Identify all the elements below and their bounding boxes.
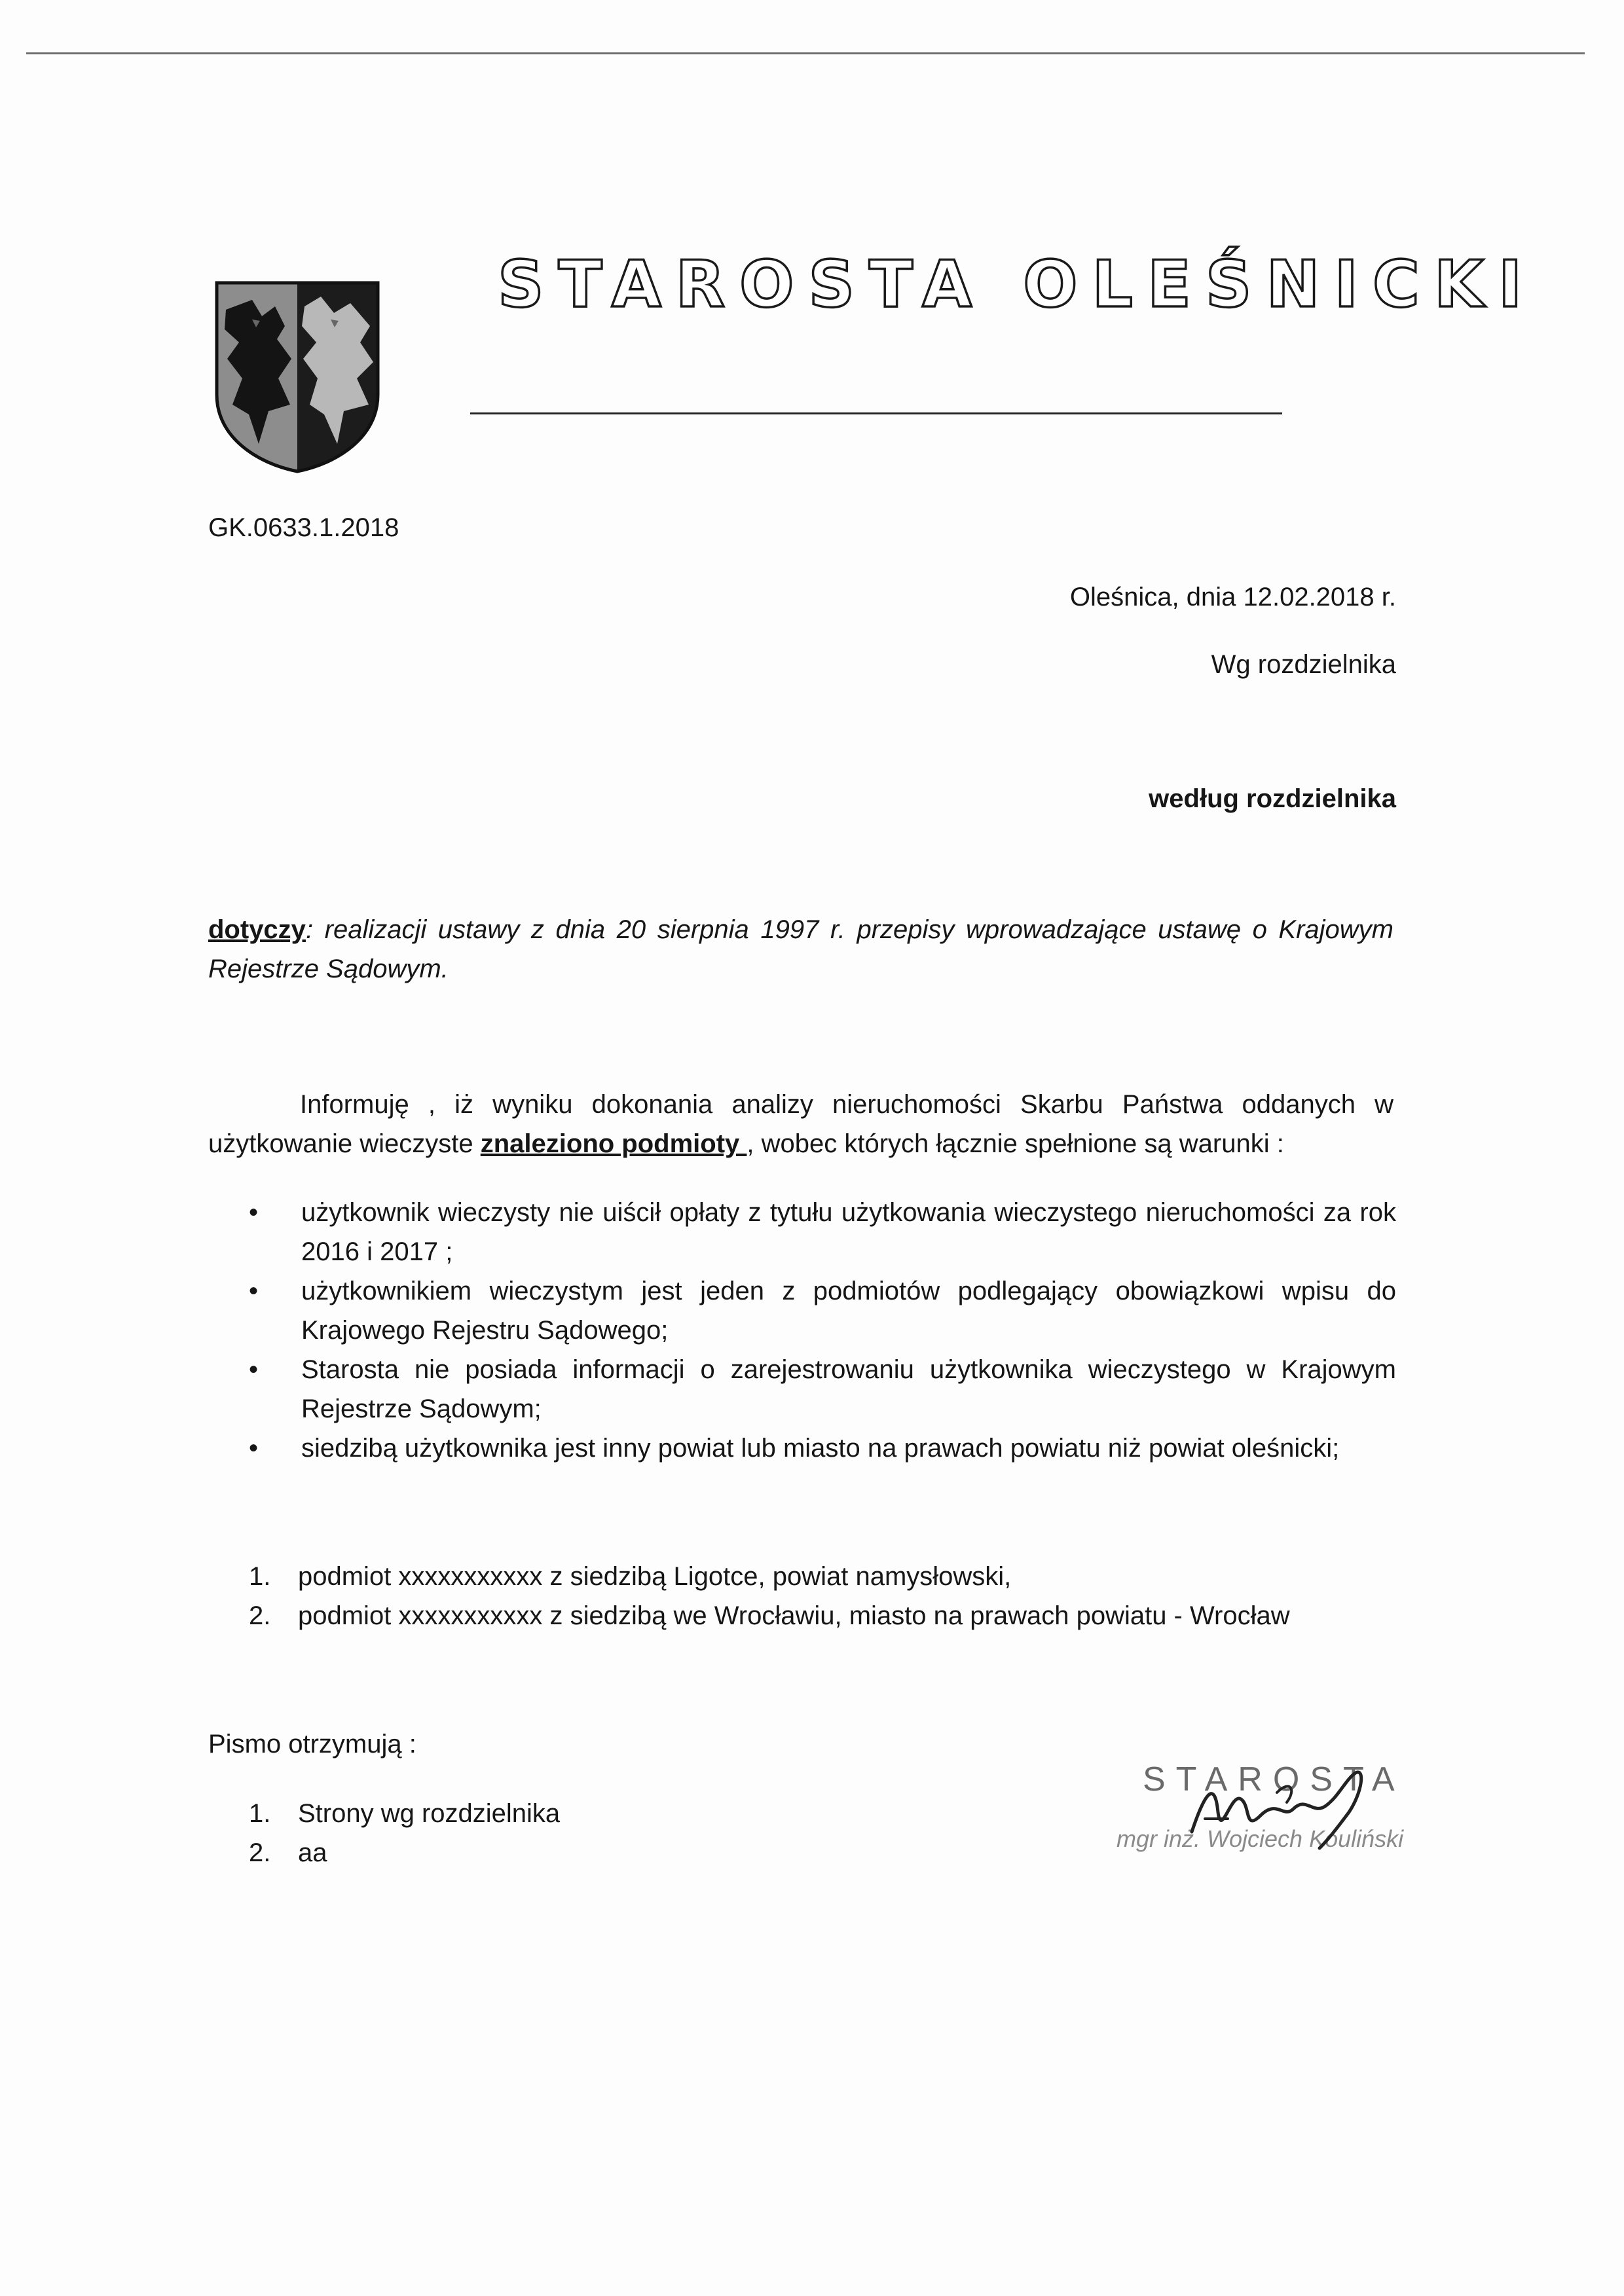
reference-number: GK.0633.1.2018 — [208, 513, 399, 542]
distribution-line: Wg rozdzielnika — [1211, 650, 1396, 679]
body-highlight: znaleziono podmioty — [480, 1129, 747, 1158]
conditions-list — [249, 1193, 1396, 1468]
entities-list — [249, 1557, 1396, 1635]
body-paragraph — [208, 1085, 1393, 1163]
list-item: • użytkownikiem wieczystym jest jeden z podmiotów podlegający obowiązkowi wpisu do Krajowego Rejestru Sądowego; — [249, 1271, 1396, 1350]
stamp-title: STAROSTA — [1143, 1760, 1405, 1798]
header-rule — [470, 412, 1282, 414]
list-item: • Starosta nie posiada informacji o zarejestrowaniu użytkownika wieczystego w Krajowym Rejestrze Sądowym; — [249, 1350, 1396, 1429]
bullet-icon: • — [249, 1277, 259, 1305]
bullet-icon: • — [249, 1434, 259, 1463]
recipient-line: według rozdzielnika — [1149, 784, 1396, 813]
bullet-icon: • — [249, 1198, 259, 1227]
date-line: Oleśnica, dnia 12.02.2018 r. — [1069, 583, 1396, 611]
list-item: • użytkownik wieczysty nie uiścił opłaty z tytułu użytkowania wieczystego nieruchomości za rok 2016 i 2017 ; — [249, 1193, 1396, 1271]
list-item: 1. podmiot xxxxxxxxxxx z siedzibą Ligotce, powiat namysłowski, — [249, 1562, 1012, 1591]
subject-text: : realizacji ustawy z dnia 20 sierpnia 1997 r. przepisy wprowadzające ustawę o Krajowym Rejestrze Sądowym. — [208, 915, 1393, 983]
subject-label: dotyczy — [208, 915, 306, 944]
signature-icon — [1179, 1753, 1382, 1858]
coat-of-arms-icon — [213, 280, 382, 473]
list-item: 2. aa — [249, 1838, 327, 1867]
body-intro: Informuję , iż wyniku dokonania analizy nieruchomości Skarbu Państwa oddanych w użytkowanie wieczyste — [208, 1090, 1393, 1158]
recipients-label: Pismo otrzymują : — [208, 1730, 416, 1758]
recipients-list — [249, 1794, 773, 1872]
stamp-name: mgr inż. Wojciech Kouliński — [1116, 1825, 1404, 1852]
list-item: 1. Strony wg rozdzielnika — [249, 1799, 561, 1828]
office-title: STAROSTA OLEŚNICKI — [498, 247, 1537, 322]
bullet-icon: • — [249, 1355, 259, 1384]
body-outro: , wobec których łącznie spełnione są warunki : — [747, 1129, 1284, 1158]
subject-line — [208, 910, 1393, 989]
scan-top-line — [26, 52, 1585, 54]
list-item: 2. podmiot xxxxxxxxxxx z siedzibą we Wrocławiu, miasto na prawach powiatu - Wrocław — [249, 1601, 1290, 1630]
list-item: • siedzibą użytkownika jest inny powiat lub miasto na prawach powiatu niż powiat oleśnicki; — [249, 1429, 1396, 1468]
